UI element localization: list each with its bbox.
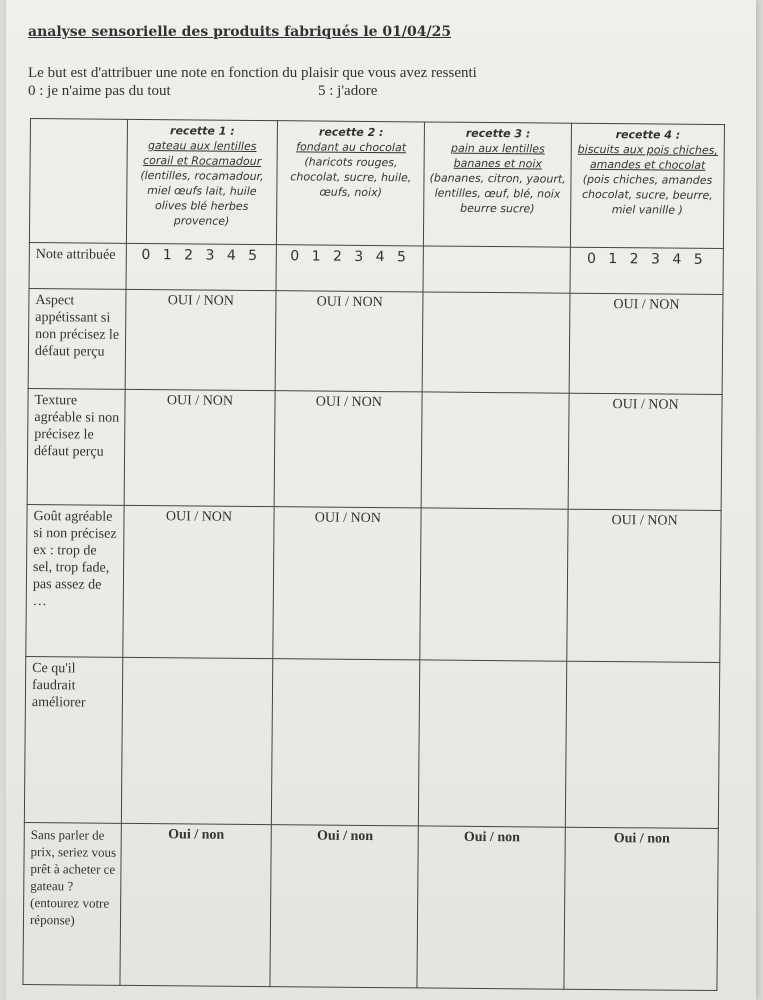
aspect-cell-2[interactable]: OUI / NON bbox=[276, 291, 424, 392]
corner-cell bbox=[29, 119, 127, 244]
note-cell-3[interactable] bbox=[423, 246, 570, 293]
paper-sheet bbox=[6, 0, 756, 1000]
ameliorer-row bbox=[24, 656, 719, 828]
evaluation-table bbox=[22, 118, 725, 991]
aspect-row bbox=[28, 288, 723, 394]
row-label-gout: Goût agréable si non précisez ex : trop de sel, trop fade, pas assez de … bbox=[26, 504, 124, 657]
note-cell-4[interactable]: 0 1 2 3 4 5 bbox=[570, 247, 723, 294]
gout-cell-3[interactable] bbox=[420, 508, 568, 661]
aspect-cell-3[interactable] bbox=[422, 292, 570, 393]
prix-cell-1[interactable]: Oui / non bbox=[119, 823, 271, 986]
page-title: analyse sensorielle des produits fabriqués le 01/04/25 bbox=[28, 24, 452, 40]
texture-cell-1[interactable]: OUI / NON bbox=[124, 389, 276, 506]
ameliorer-cell-2[interactable] bbox=[272, 659, 420, 826]
row-label-note: Note attribuée bbox=[29, 242, 126, 289]
gout-cell-1[interactable]: OUI / NON bbox=[122, 505, 274, 658]
note-cell-2[interactable]: 0 1 2 3 4 5 bbox=[276, 245, 423, 292]
row-label-texture: Texture agréable si non précisez le défaut perçu bbox=[27, 388, 125, 505]
prix-cell-3[interactable]: Oui / non bbox=[417, 826, 565, 989]
scale-legend bbox=[28, 82, 548, 100]
recipe-4-header: recette 4 : biscuits aux pois chiches, amandes et chocolat (pois chiches, amandes chocolat, sucre, beurre, miel vanille ) bbox=[570, 123, 724, 248]
recipe-header-row bbox=[29, 119, 724, 249]
scale-max-label: 5 : j'adore bbox=[318, 83, 378, 99]
ameliorer-cell-3[interactable] bbox=[419, 660, 567, 827]
recipe-1-header: recette 1 : gateau aux lentilles corail et Rocamadour (lentilles, rocamadour, miel œufs lait, huile olives blé herbes provence) bbox=[126, 119, 278, 244]
recipe-3-header: recette 3 : pain aux lentilles bananes et noix (bananes, citron, yaourt, lentilles, œuf, blé, noix beurre sucre) bbox=[424, 122, 572, 247]
texture-row bbox=[27, 388, 722, 510]
row-label-aspect: Aspect appétissant si non précisez le défaut perçu bbox=[28, 288, 125, 389]
prix-cell-4[interactable]: Oui / non bbox=[564, 827, 718, 990]
instructions bbox=[28, 64, 548, 100]
texture-cell-4[interactable]: OUI / NON bbox=[568, 393, 722, 510]
instruction-text: Le but est d'attribuer une note en fonction du plaisir que vous avez ressenti bbox=[28, 65, 477, 81]
note-cell-1[interactable]: 0 1 2 3 4 5 bbox=[126, 243, 277, 290]
recipe-2-header: recette 2 : fondant au chocolat (haricots rouges, chocolat, sucre, huile, œufs, noix) bbox=[277, 121, 425, 246]
texture-cell-3[interactable] bbox=[421, 392, 569, 509]
gout-cell-4[interactable]: OUI / NON bbox=[567, 509, 721, 662]
aspect-cell-1[interactable]: OUI / NON bbox=[125, 289, 277, 390]
prix-cell-2[interactable]: Oui / non bbox=[270, 825, 418, 988]
row-label-prix: Sans parler de prix, seriez vous prêt à acheter ce gateau ? (entourez votre réponse) bbox=[23, 822, 121, 985]
texture-cell-2[interactable]: OUI / NON bbox=[275, 391, 423, 508]
row-label-ameliorer: Ce qu'il faudrait améliorer bbox=[24, 656, 122, 823]
gout-row bbox=[26, 504, 721, 662]
note-row bbox=[29, 242, 723, 294]
ameliorer-cell-4[interactable] bbox=[565, 661, 719, 828]
ameliorer-cell-1[interactable] bbox=[121, 657, 273, 824]
aspect-cell-4[interactable]: OUI / NON bbox=[569, 293, 723, 394]
prix-row bbox=[23, 822, 718, 990]
scale-min-label: 0 : je n'aime pas du tout bbox=[28, 83, 171, 99]
gout-cell-2[interactable]: OUI / NON bbox=[273, 507, 421, 660]
